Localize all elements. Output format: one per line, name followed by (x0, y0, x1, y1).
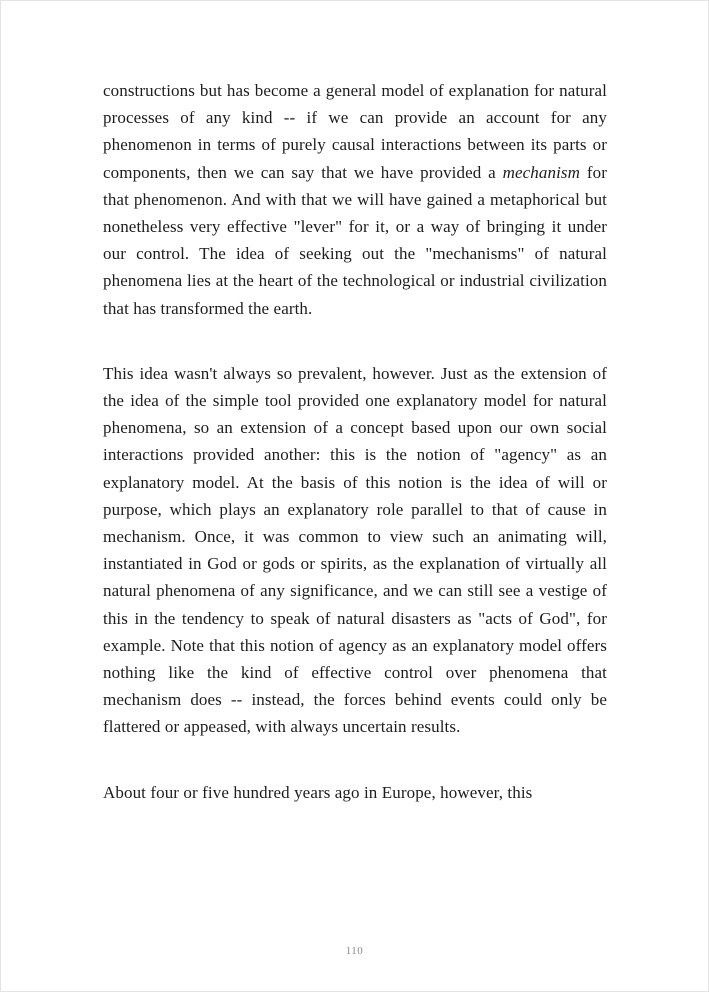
paragraph-mechanism (103, 77, 607, 322)
italic-word-mechanism: mechanism (502, 162, 581, 182)
paragraph-1-part-2: for that phenomenon. And with that we will have gained a metaphorical but nonetheless very effective "lever" for it, or a way of bringing it under our control. The idea of seeking out the "mechanisms" of natural phenomena lies at the heart of the technological or industrial civilization that has transformed the earth. (103, 162, 607, 318)
page-number: 110 (345, 945, 364, 957)
page-text (103, 77, 607, 806)
paragraph-agency: This idea wasn't always so prevalent, however. Just as the extension of the idea of the simple tool provided one explanatory model for natural phenomena, so an extension of a concept based upon our own social interactions provided another: this is the notion of "agency" as an explanatory model. At the basis of this notion is the idea of will or purpose, which plays an explanatory role parallel to that of cause in mechanism. Once, it was common to view such an animating will, instantiated in God or gods or spirits, as the explanation of virtually all natural phenomena of any significance, and we can still see a vestige of this in the tendency to speak of natural disasters as "acts of God", for example. Note that this notion of agency as an explanatory model offers nothing like the kind of effective control over phenomena that mechanism does -- instead, the forces behind events could only be flattered or appeased, with always uncertain results. (103, 363, 607, 737)
paragraph-1-part-1: constructions but has become a general model of explanation for natural processes of any kind -- if we can provide an account for any phenomenon in terms of purely causal interactions between its parts or components, then we can say that we have provided a (103, 81, 607, 182)
paragraph-europe: About four or five hundred years ago in Europe, however, this (103, 782, 533, 802)
